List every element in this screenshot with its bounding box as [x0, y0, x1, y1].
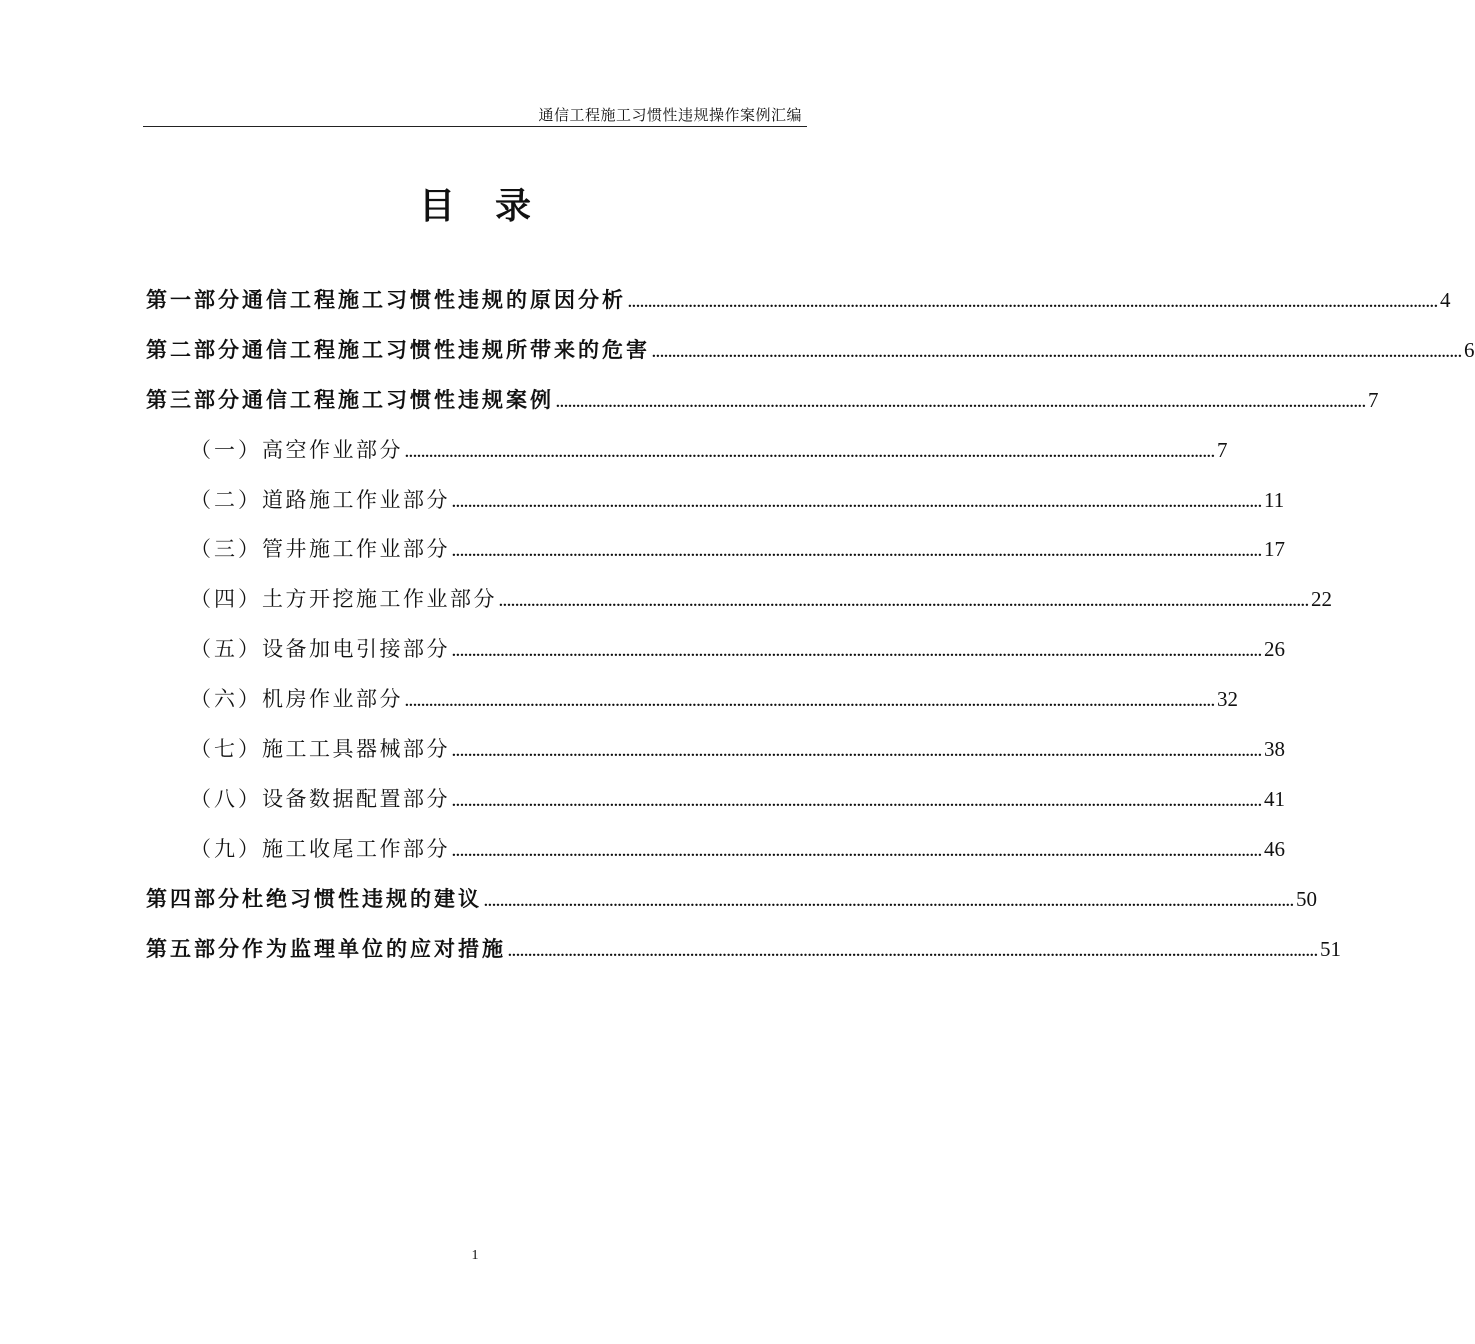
dot-leader: ........................................................................................................................................................................................................ [484, 893, 1294, 910]
toc-entry-page: 7 [1368, 387, 1379, 412]
toc-entry-part-4[interactable] [146, 883, 1317, 933]
toc-entry-section-label: （七） [190, 737, 262, 762]
dot-leader: ........................................................................................................................................................................................................ [405, 694, 1215, 711]
toc-entry-page: 46 [1264, 836, 1285, 861]
toc-entry-page: 6 [1464, 337, 1475, 362]
toc-entry-part-3[interactable] [146, 384, 1379, 434]
toc-title: 目录 [418, 186, 571, 227]
header-rule [143, 126, 807, 127]
toc-entry-title: 施工收尾工作部分 [262, 836, 450, 861]
toc-entry-title: 通信工程施工习惯性违规案例 [242, 387, 554, 412]
toc-entry-section-label: （九） [190, 836, 262, 861]
toc-entry-page: 38 [1264, 737, 1285, 762]
dot-leader: ........................................................................................................................................................................................................ [452, 494, 1262, 511]
toc-entry-page: 11 [1264, 487, 1285, 512]
toc-entry-section-label: （二） [190, 487, 262, 512]
dot-leader: ........................................................................................................................................................................................................ [499, 594, 1309, 611]
toc-entry-section-label: （八） [190, 786, 262, 811]
toc-entry-section-9[interactable] [146, 833, 1285, 883]
dot-leader: ........................................................................................................................................................................................................ [452, 843, 1262, 860]
toc-entry-title: 道路施工作业部分 [262, 487, 450, 512]
toc-entry-part-label: 第五部分 [146, 936, 242, 961]
toc-entry-part-1[interactable] [146, 284, 1451, 334]
toc-entry-section-3[interactable] [146, 533, 1285, 583]
dot-leader: ........................................................................................................................................................................................................ [452, 644, 1262, 661]
toc-entry-section-label: （六） [190, 687, 262, 712]
toc-entry-title: 施工工具器械部分 [262, 737, 450, 762]
dot-leader: ........................................................................................................................................................................................................ [452, 793, 1262, 810]
toc-entry-part-label: 第三部分 [146, 387, 242, 412]
toc-entry-title: 机房作业部分 [262, 687, 403, 712]
toc-entry-part-label: 第四部分 [146, 886, 242, 911]
toc-entry-part-2[interactable] [146, 334, 1475, 384]
toc-entry-page: 7 [1217, 437, 1228, 462]
dot-leader: ........................................................................................................................................................................................................ [452, 544, 1262, 561]
toc-entry-section-2[interactable] [146, 484, 1285, 534]
toc-entry-section-label: （四） [190, 587, 262, 612]
toc-entry-title: 通信工程施工习惯性违规的原因分析 [242, 288, 626, 312]
dot-leader: ........................................................................................................................................................................................................ [628, 295, 1438, 311]
toc-entry-title: 设备加电引接部分 [262, 637, 450, 662]
toc-entry-title: 通信工程施工习惯性违规所带来的危害 [242, 337, 650, 362]
toc-entry-page: 26 [1264, 637, 1285, 662]
toc-entry-title: 土方开挖施工作业部分 [262, 587, 497, 612]
toc-entry-section-label: （一） [190, 437, 262, 462]
toc-entry-section-7[interactable] [146, 733, 1285, 783]
table-of-contents [146, 284, 1475, 982]
toc-entry-part-5[interactable] [146, 933, 1341, 983]
toc-entry-page: 32 [1217, 687, 1238, 712]
toc-entry-page: 17 [1264, 537, 1285, 562]
toc-entry-title: 设备数据配置部分 [262, 786, 450, 811]
dot-leader: ........................................................................................................................................................................................................ [556, 394, 1366, 411]
toc-entry-part-label: 第二部分 [146, 337, 242, 362]
page-number: 1 [471, 1248, 479, 1263]
toc-entry-section-label: （五） [190, 637, 262, 662]
dot-leader: ........................................................................................................................................................................................................ [652, 344, 1462, 361]
dot-leader: ........................................................................................................................................................................................................ [405, 444, 1215, 461]
running-header: 通信工程施工习惯性违规操作案例汇编 [538, 106, 802, 124]
toc-entry-section-1[interactable] [146, 434, 1228, 484]
toc-entry-page: 51 [1320, 936, 1341, 961]
toc-entry-title: 作为监理单位的应对措施 [242, 936, 506, 961]
toc-entry-page: 4 [1440, 288, 1451, 312]
toc-entry-title: 高空作业部分 [262, 437, 403, 462]
toc-entry-section-4[interactable] [146, 583, 1332, 633]
toc-entry-title: 管井施工作业部分 [262, 537, 450, 562]
toc-entry-section-6[interactable] [146, 683, 1238, 733]
dot-leader: ........................................................................................................................................................................................................ [452, 744, 1262, 761]
toc-entry-part-label: 第一部分 [146, 288, 242, 312]
toc-entry-section-label: （三） [190, 537, 262, 562]
toc-entry-section-5[interactable] [146, 633, 1285, 683]
toc-entry-page: 22 [1311, 587, 1332, 612]
toc-entry-page: 41 [1264, 786, 1285, 811]
toc-entry-title: 杜绝习惯性违规的建议 [242, 886, 482, 911]
toc-entry-page: 50 [1296, 886, 1317, 911]
dot-leader: ........................................................................................................................................................................................................ [508, 943, 1318, 960]
toc-entry-section-8[interactable] [146, 783, 1285, 833]
